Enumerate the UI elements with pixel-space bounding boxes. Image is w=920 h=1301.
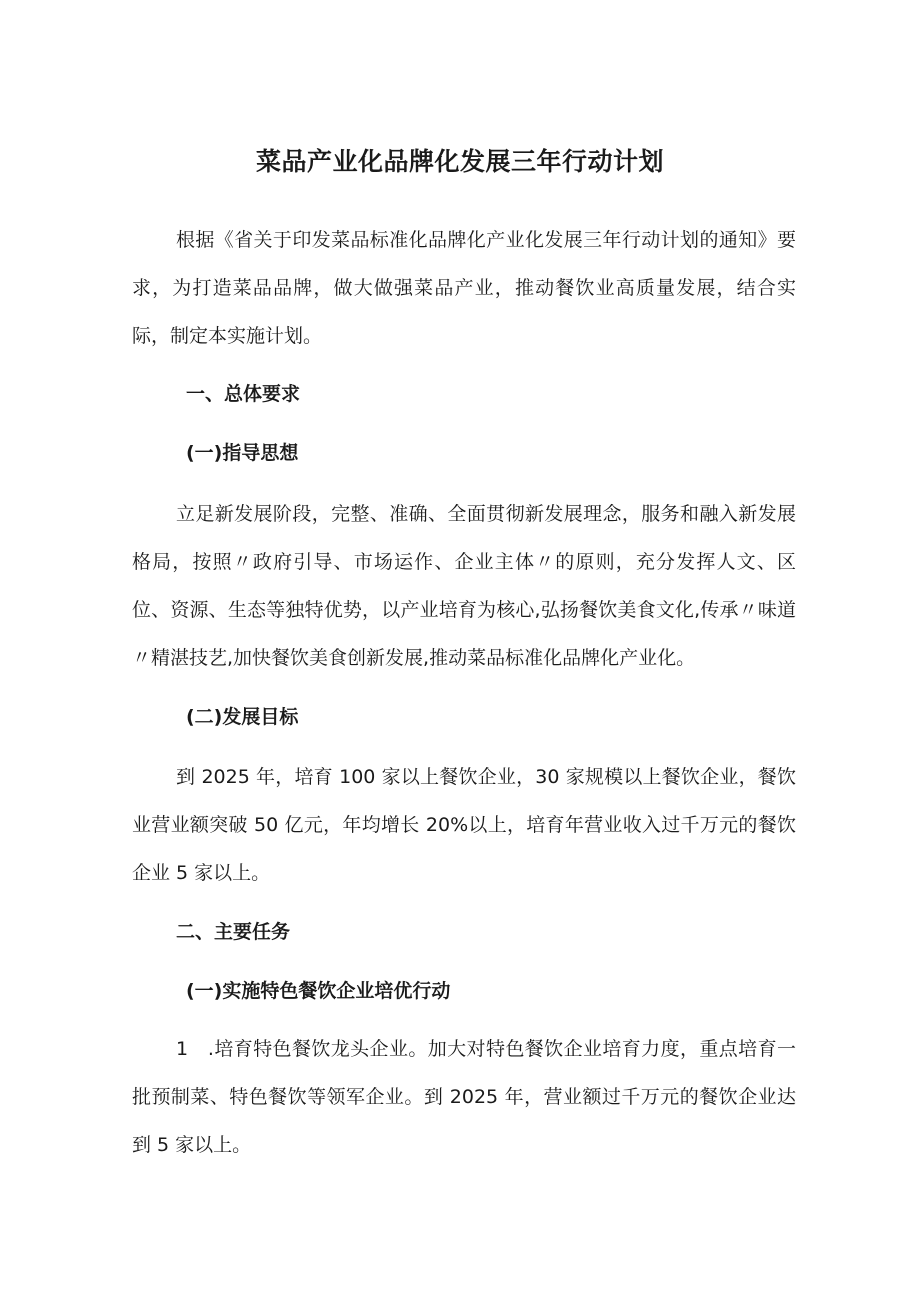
section-2-sub-1-heading: (一)实施特色餐饮企业培优行动: [186, 980, 451, 1002]
section-2-heading: 二、主要任务: [176, 921, 291, 943]
intro-paragraph: 根据《省关于印发菜品标准化品牌化产业化发展三年行动计划的通知》要求，为打造菜品品牌，做大做强菜品产业，推动餐饮业高质量发展，结合实际，制定本实施计划。: [132, 229, 796, 347]
document-title: 菜品产业化品牌化发展三年行动计划: [255, 146, 664, 176]
development-goals-paragraph: 到 2025 年，培育 100 家以上餐饮企业，30 家规模以上餐饮企业，餐饮业营业额突破 50 亿元，年均增长 20%以上，培育年营业收入过千万元的餐饮企业 5 家以上。: [132, 766, 796, 884]
item-1-paragraph: 1 .培育特色餐饮龙头企业。加大对特色餐饮企业培育力度，重点培育一批预制菜、特色餐饮等领军企业。到 2025 年，营业额过千万元的餐饮企业达到 5 家以上。: [132, 1038, 796, 1156]
section-1-sub-2-heading: (二)发展目标: [186, 706, 299, 728]
guiding-ideology-paragraph: 立足新发展阶段，完整、准确、全面贯彻新发展理念，服务和融入新发展格局，按照〃政府引导、市场运作、企业主体〃的原则，充分发挥人文、区位、资源、生态等独特优势，以产业培育为核心,弘扬餐饮美食文化,传承〃味道〃精湛技艺,加快餐饮美食创新发展,推动菜品标准化品牌化产业化。: [132, 503, 796, 669]
section-1-sub-1-heading: (一)指导思想: [186, 442, 299, 464]
section-1-heading: 一、总体要求: [186, 383, 301, 405]
